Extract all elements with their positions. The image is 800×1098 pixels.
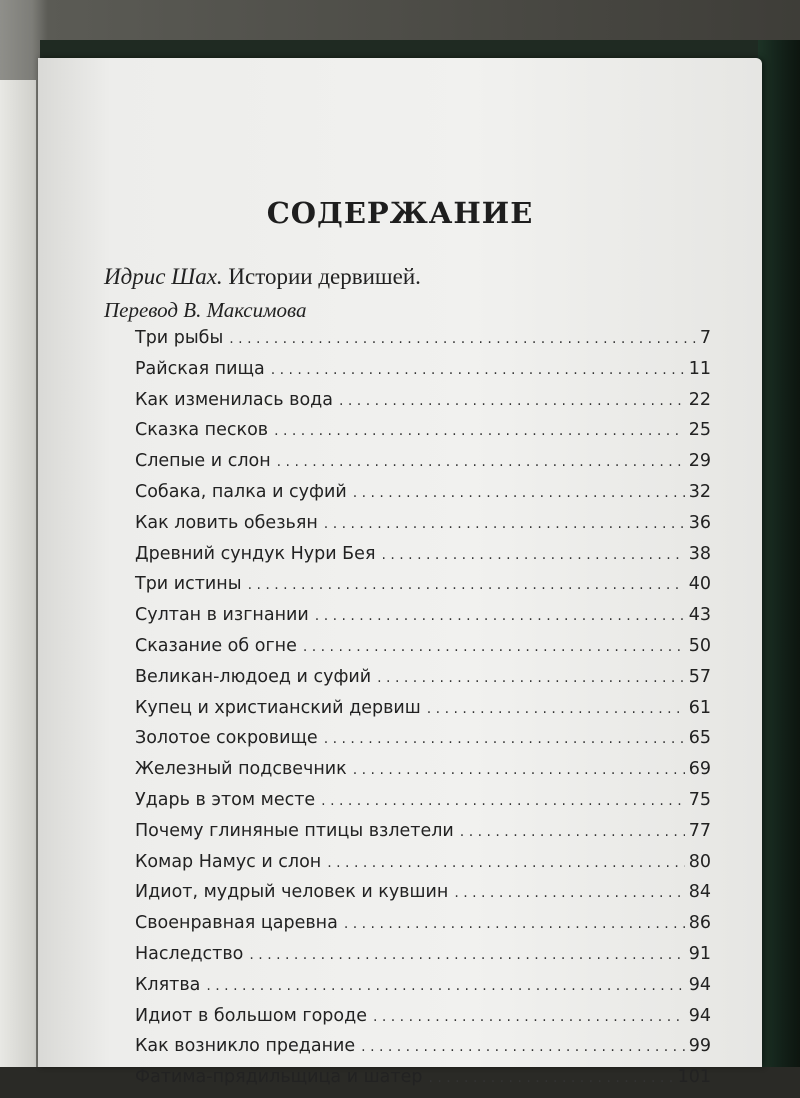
author-name: Идрис Шах. — [104, 264, 223, 289]
toc-entry — [135, 790, 711, 821]
toc-entry-title: Султан в изгнании — [135, 605, 309, 626]
toc-entry-title: Наследство — [135, 943, 244, 964]
toc-entry — [135, 574, 711, 605]
toc-entry-page: 36 — [688, 512, 711, 533]
dot-leader — [274, 423, 685, 439]
toc-entry-title: Комар Намус и слон — [135, 851, 322, 872]
toc-entry-title: Купец и христианский дервиш — [135, 697, 421, 718]
dot-leader — [428, 1070, 673, 1086]
dot-leader — [344, 916, 685, 932]
toc-entry-title: Собака, палка и суфий — [135, 481, 347, 502]
translator-name: В. Максимова — [183, 298, 307, 322]
dot-leader — [361, 1039, 685, 1055]
toc-entry-title: Как изменилась вода — [135, 389, 333, 410]
toc-entry — [135, 728, 711, 759]
toc-entry-title: Своенравная царевна — [135, 913, 338, 934]
toc-entry-page: 75 — [688, 789, 711, 810]
contents-heading: СОДЕРЖАНИЕ — [266, 196, 534, 230]
toc-entry — [135, 1006, 711, 1037]
toc-entry-title: Великан-людоед и суфий — [135, 666, 372, 687]
toc-entry — [135, 390, 711, 421]
toc-entry — [135, 1067, 711, 1098]
toc-entry-page: 29 — [688, 451, 711, 472]
toc-entry — [135, 913, 711, 944]
toc-entry-title: Сказание об огне — [135, 635, 297, 656]
author-line — [104, 264, 421, 290]
toc-entry-title: Ударь в этом месте — [135, 789, 316, 810]
dot-leader — [381, 547, 684, 563]
dot-leader — [324, 516, 685, 532]
toc-entry — [135, 636, 711, 667]
dot-leader — [277, 454, 685, 470]
toc-entry-page: 94 — [688, 1005, 711, 1026]
toc-entry-title: Древний сундук Нури Бея — [135, 543, 376, 564]
toc-entry — [135, 852, 711, 883]
toc-entry — [135, 667, 711, 698]
toc-entry-page: 40 — [688, 574, 711, 595]
toc-entry — [135, 944, 711, 975]
toc-entry — [135, 328, 711, 359]
book-title: Истории дервишей. — [228, 264, 421, 289]
toc-entry-title: Почему глиняные птицы взлетели — [135, 820, 454, 841]
toc-entry-title: Фатима-прядильщица и шатер — [135, 1067, 423, 1088]
toc-entry-page: 50 — [688, 635, 711, 656]
dot-leader — [460, 824, 685, 840]
book-cover-right — [758, 40, 800, 1067]
dot-leader — [373, 1009, 685, 1025]
toc-entry-page: 22 — [688, 389, 711, 410]
toc-entry-page: 77 — [688, 820, 711, 841]
translator-prefix: Перевод — [104, 298, 178, 322]
toc-entry-page: 99 — [688, 1036, 711, 1057]
toc-entry-title: Как возникло предание — [135, 1036, 356, 1057]
toc-entry-page: 65 — [688, 728, 711, 749]
toc-entry — [135, 759, 711, 790]
dot-leader — [454, 885, 684, 901]
dot-leader — [324, 731, 685, 747]
dot-leader — [377, 670, 685, 686]
toc-entry — [135, 605, 711, 636]
toc-entry-page: 80 — [688, 851, 711, 872]
dot-leader — [315, 608, 685, 624]
toc-entry — [135, 420, 711, 451]
toc-entry-page: 25 — [688, 420, 711, 441]
toc-entry-page: 61 — [688, 697, 711, 718]
toc-entry-page: 84 — [688, 882, 711, 903]
dot-leader — [271, 362, 685, 378]
dot-leader — [353, 485, 685, 501]
toc-entry-page: 57 — [688, 666, 711, 687]
dot-leader — [206, 978, 684, 994]
book-page — [38, 58, 762, 1088]
toc-entry-page: 11 — [688, 358, 711, 379]
toc-entry-title: Три истины — [135, 574, 242, 595]
toc-entry — [135, 1036, 711, 1067]
toc-entry — [135, 513, 711, 544]
toc-entry-title: Райская пища — [135, 358, 265, 379]
toc-entry-page: 86 — [688, 913, 711, 934]
dot-leader — [427, 701, 685, 717]
toc-entry-page: 7 — [699, 328, 711, 348]
toc-entry-title: Золотое сокровище — [135, 728, 318, 749]
dot-leader — [249, 947, 684, 963]
toc-entry-page: 94 — [688, 974, 711, 995]
toc-entry — [135, 544, 711, 575]
toc-entry-title: Три рыбы — [135, 328, 224, 348]
toc-entry-title: Слепые и слон — [135, 451, 271, 472]
toc-entry-page: 101 — [677, 1067, 711, 1088]
toc-entry-page: 38 — [688, 543, 711, 564]
toc-entry-title: Железный подсвечник — [135, 759, 347, 780]
toc-entry — [135, 451, 711, 482]
translator-line — [104, 298, 307, 323]
toc-entry — [135, 698, 711, 729]
dot-leader — [339, 393, 685, 409]
toc-entry-title: Как ловить обезьян — [135, 512, 318, 533]
dot-leader — [321, 793, 685, 809]
dot-leader — [248, 577, 685, 593]
toc-entry — [135, 882, 711, 913]
toc-entry-page: 91 — [688, 943, 711, 964]
toc-entry-page: 69 — [688, 759, 711, 780]
toc-entry-page: 43 — [688, 605, 711, 626]
toc-entry-title: Сказка песков — [135, 420, 269, 441]
table-of-contents — [135, 328, 711, 1098]
dot-leader — [327, 855, 684, 871]
dot-leader — [229, 331, 696, 347]
toc-entry — [135, 821, 711, 852]
dot-leader — [303, 639, 685, 655]
toc-entry — [135, 975, 711, 1006]
toc-entry — [135, 359, 711, 390]
toc-entry-title: Идиот, мудрый человек и кувшин — [135, 882, 449, 903]
left-page-edge — [0, 80, 36, 1067]
toc-entry-title: Идиот в большом городе — [135, 1005, 367, 1026]
toc-entry — [135, 482, 711, 513]
dot-leader — [353, 762, 685, 778]
toc-entry-page: 32 — [688, 481, 711, 502]
toc-entry-title: Клятва — [135, 974, 201, 995]
